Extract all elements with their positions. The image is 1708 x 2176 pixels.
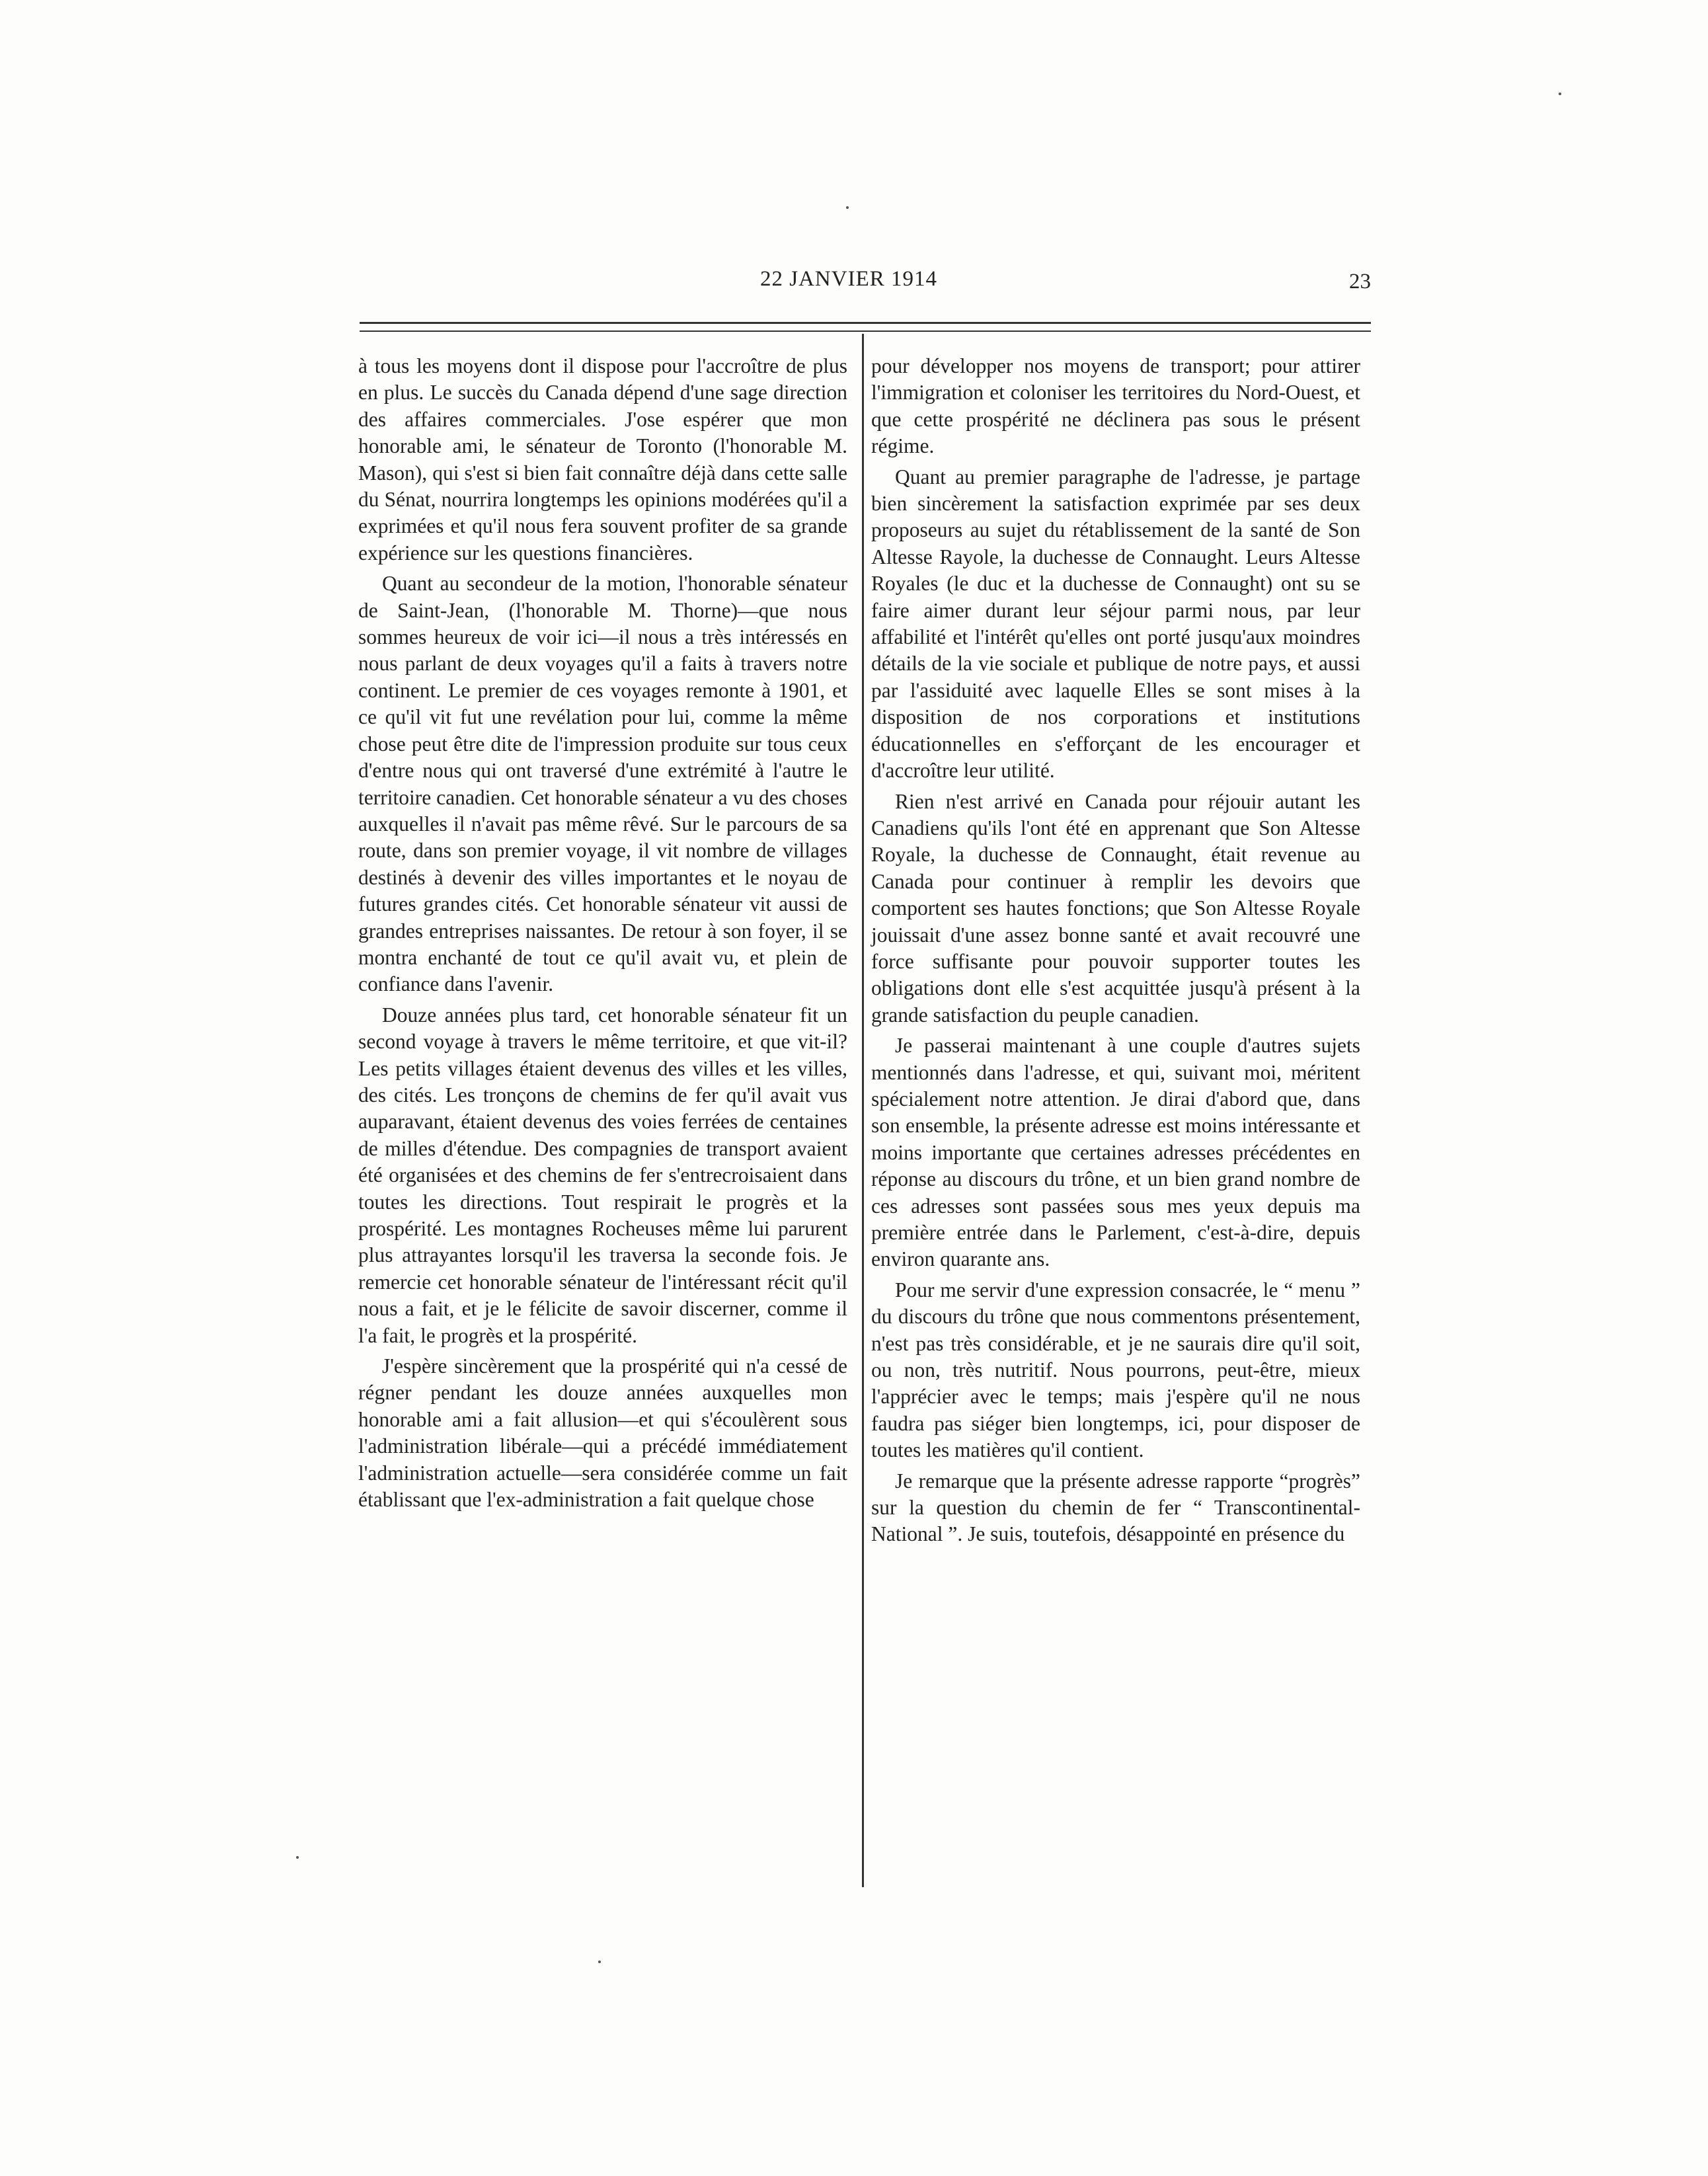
page-header	[360, 263, 1378, 303]
paragraph: Douze années plus tard, cet honorable sénateur fit un second voyage à travers le même territoire, et que vit-il? Les petits villages étaient devenus des villes et les villes, des cités. Les tronçons de chemins de fer qu'il avait vus auparavant, étaient devenus des voies ferrées de centaines de milles d'étendue. Des compagnies de transport avaient été organisées et des chemins de fer s'entrecroisaient dans toutes les directions. Tout respirait le progrès et la prospérité. Les montagnes Rocheuses même lui parurent plus attrayantes lorsqu'il les traversa la seconde fois. Je remercie cet honorable sénateur de l'intéressant récit qu'il nous a fait, et je le félicite de savoir discerner, comme il l'a fait, le progrès et la prospérité.	[358, 1003, 847, 1347]
paragraph: Pour me servir d'une expression consacrée, le “ menu ” du discours du trône que nous commentons présentement, n'est pas très considérable, et je ne saurais dire qu'il soit, ou non, très nutritif. Nous pourrons, peut-être, mieux l'apprécier avec le temps; mais j'espère qu'il ne nous faudra pas siéger bien longtemps, ici, pour disposer de toutes les matières qu'il contient.	[871, 1278, 1360, 1462]
paragraph: pour développer nos moyens de transport; pour attirer l'immigration et coloniser les territoires du Nord-Ouest, et que cette prospérité ne déclinera pas sous le présent régime.	[871, 354, 1360, 458]
right-column	[871, 353, 1360, 1548]
paragraph: J'espère sincèrement que la prospérité qui n'a cessé de régner pendant les douze années auxquelles mon honorable ami a fait allusion—et qui s'écoulèrent sous l'administration libérale—qui a précédé immédiatement l'administration actuelle—sera considérée comme un fait établissant que l'ex-administration a fait quelque chose	[358, 1354, 847, 1512]
page-number: 23	[1349, 270, 1371, 293]
header-rule-bottom	[360, 330, 1371, 332]
scan-speck	[598, 1961, 601, 1963]
paragraph: Rien n'est arrivé en Canada pour réjouir autant les Canadiens qu'ils l'ont été en apprenant que Son Altesse Royale, la duchesse de Connaught, était revenue au Canada pour continuer à remplir les devoirs que comportent ses hautes fonctions; que Son Altesse Royale jouissait d'une assez bonne santé et avait recouvré une force suffisante pour pouvoir supporter toutes les obligations dont elle s'est acquittée jusqu'à présent à la grande satisfaction du peuple canadien.	[871, 789, 1360, 1027]
header-rule-top	[360, 322, 1371, 324]
page-date: 22 JANVIER 1914	[760, 267, 937, 291]
scan-speck	[846, 206, 849, 209]
paragraph: à tous les moyens dont il dispose pour l'accroître de plus en plus. Le succès du Canada dépend d'une sage direction des affaires commerciales. J'ose espérer que mon honorable ami, le sénateur de Toronto (l'honorable M. Mason), qui s'est si bien fait connaître déjà dans cette salle du Sénat, nourrira longtemps les opinions modérées qu'il a exprimées et qu'il nous fera souvent profiter de sa grande expérience sur les questions financières.	[358, 354, 847, 564]
left-column	[358, 353, 847, 1513]
column-divider	[862, 334, 864, 1887]
scan-speck	[296, 1856, 299, 1859]
paragraph: Je remarque que la présente adresse rapporte “progrès” sur la question du chemin de fer “ Transcontinental-National ”. Je suis, toutefois, désappointé en présence du	[871, 1469, 1360, 1546]
paragraph: Quant au secondeur de la motion, l'honorable sénateur de Saint-Jean, (l'honorable M. Thorne)—que nous sommes heureux de voir ici—il nous a très intéressés en nous parlant de deux voyages qu'il a faits à travers notre continent. Le premier de ces voyages remonte à 1901, et ce qu'il vit fut une revélation pour lui, comme la même chose peut être dite de l'impression produite sur tous ceux d'entre nous qui ont traversé d'une extrémité à l'autre le territoire canadien. Cet honorable sénateur a vu des choses auxquelles il n'avait pas même rêvé. Sur le parcours de sa route, dans son premier voyage, il vit nombre de villages destinés à devenir des villes importantes et le noyau de futures grandes cités. Cet honorable sénateur vit aussi de grandes entreprises naissantes. De retour à son foyer, il se montra enchanté de tout ce qu'il avait vu, et plein de confiance dans l'avenir.	[358, 572, 847, 996]
scan-speck	[1559, 93, 1561, 95]
paragraph: Quant au premier paragraphe de l'adresse, je partage bien sincèrement la satisfaction exprimée par ses deux proposeurs au sujet du rétablissement de la santé de Son Altesse Rayole, la duchesse de Connaught. Leurs Altesse Royales (le duc et la duchesse de Connaught) ont su se faire aimer durant leur séjour parmi nous, par leur affabilité et l'intérêt qu'elles ont porté jusqu'aux moindres détails de la vie sociale et publique de notre pays, et aussi par l'assiduité avec laquelle Elles se sont mises à la disposition de nos corporations et institutions éducationnelles en s'efforçant de les encourager et d'accroître leur utilité.	[871, 465, 1360, 783]
paragraph: Je passerai maintenant à une couple d'autres sujets mentionnés dans l'adresse, et qui, suivant moi, méritent spécialement notre attention. Je dirai d'abord que, dans son ensemble, la présente adresse est moins intéressante et moins importante que certaines adresses précédentes en réponse au discours du trône, et un bien grand nombre de ces adresses sont passées sous mes yeux depuis ma première entrée dans le Parlement, c'est-à-dire, depuis environ quarante ans.	[871, 1034, 1360, 1271]
